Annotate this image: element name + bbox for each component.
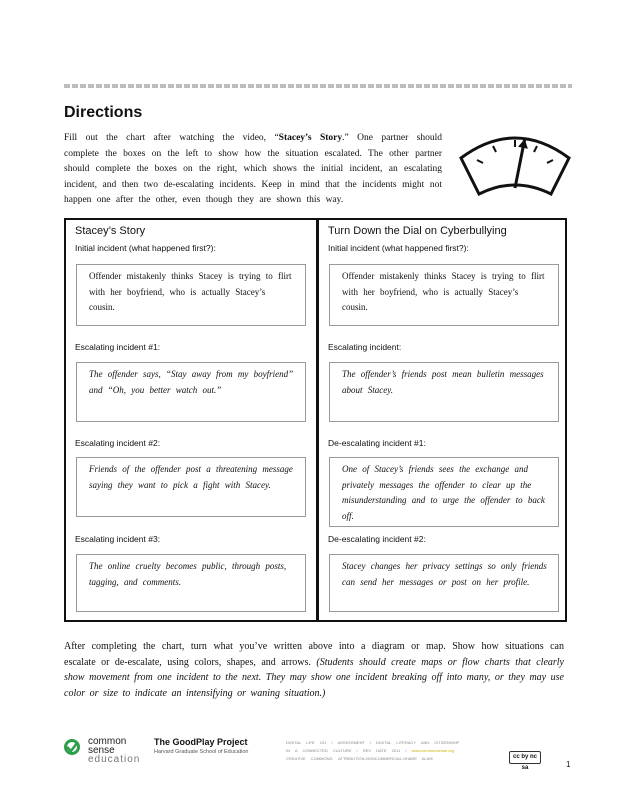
page-footer	[64, 735, 574, 775]
goodplay-logo	[154, 737, 248, 755]
cs-line-2: sense	[88, 745, 115, 756]
checkmark-icon	[66, 742, 78, 752]
right-label-3: De-escalating incident #1:	[328, 438, 426, 448]
intro-paragraph	[64, 131, 442, 209]
speedometer-dial-icon	[455, 120, 575, 200]
left-column-title: Stacey’s Story	[75, 225, 146, 237]
common-sense-logo	[64, 737, 144, 771]
right-box-3: One of Stacey’s friends sees the exchange and privately messages the offender to clear up the misunderstanding and to urge the offender to back off.	[329, 457, 559, 527]
after-chart-paragraph	[64, 639, 564, 701]
header-rule	[64, 84, 572, 88]
cs-line-1: common	[88, 736, 127, 747]
right-box-4: Stacey changes her privacy settings so only friends can send her messages or post on her profile.	[329, 554, 559, 612]
creative-commons-badge: cc by nc sa	[509, 751, 541, 764]
right-box-2: The offender’s friends post mean bulletin messages about Stacey.	[329, 362, 559, 422]
column-divider	[316, 220, 319, 620]
left-box-1: Offender mistakenly thinks Stacey is trying to flirt with her boyfriend, who is actually Stacey’s cousin.	[76, 264, 306, 326]
after-chart-text: After completing the chart, turn what you’ve written above into a diagram or map. Show how situations can escalate or de-escalate, using colors, shapes, and arrows.	[64, 641, 564, 668]
left-box-4: The online cruelty becomes public, through posts, tagging, and comments.	[76, 554, 306, 612]
legal-line-1: DIGITAL LIFE 101 / ASSESSMENT / DIGITAL LITERACY AND CITIZENSHIP	[286, 740, 460, 745]
left-label-1: Initial incident (what happened first?):	[75, 243, 216, 253]
cs-line-3: education	[88, 754, 141, 765]
goodplay-subtitle: Harvard Graduate School of Education	[154, 749, 249, 755]
left-box-3: Friends of the offender post a threatening message saying they want to pick a fight with Stacey.	[76, 457, 306, 517]
legal-line-3: CREATIVE COMMONS: ATTRIBUTION-NONCOMMERCIAL-SHARE ALIKE	[286, 756, 434, 761]
page-number: 1	[566, 760, 571, 769]
left-label-4: Escalating incident #3:	[75, 534, 161, 544]
left-label-3: Escalating incident #2:	[75, 438, 161, 448]
legal-text	[286, 739, 521, 763]
commonsense-link[interactable]: www.commonsense.org	[411, 748, 455, 753]
intro-after: .” One partner should complete the boxes on the left to show how the situation escalated. The other partner should complete the boxes on the right, which shows the initial incident, an escalating incident, and then two de-escalating incidents. Keep in mind that the incidents might not happen one after the other, even though they are shown this way.	[64, 133, 442, 205]
right-box-1: Offender mistakenly thinks Stacey is trying to flirt with her boyfriend, who is actually Stacey’s cousin.	[329, 264, 559, 326]
right-label-4: De-escalating incident #2:	[328, 534, 426, 544]
incident-chart	[64, 218, 567, 622]
page-title: Directions	[64, 104, 143, 121]
left-label-2: Escalating incident #1:	[75, 342, 161, 352]
right-column-title: Turn Down the Dial on Cyberbullying	[328, 225, 507, 237]
common-sense-wordmark	[88, 737, 140, 764]
video-title: Stacey’s Story	[278, 133, 343, 143]
teacher-note: (Students should create maps or flow charts that clearly show movement from one incident to the next. They may show one incident breaking off into many, or they may use color or size to indicate an intensifying or waning situation.)	[64, 656, 564, 699]
legal-line-2: IN A CONNECTED CULTURE / REV DATE 2011 /	[286, 748, 407, 753]
intro-before: Fill out the chart after watching the video, “	[64, 133, 279, 143]
left-box-2: The offender says, “Stay away from my boyfriend” and “Oh, you better watch out.”	[76, 362, 306, 422]
right-label-1: Initial incident (what happened first?):	[328, 243, 469, 253]
goodplay-title: The GoodPlay Project	[154, 737, 248, 747]
right-label-2: Escalating incident:	[328, 342, 402, 352]
